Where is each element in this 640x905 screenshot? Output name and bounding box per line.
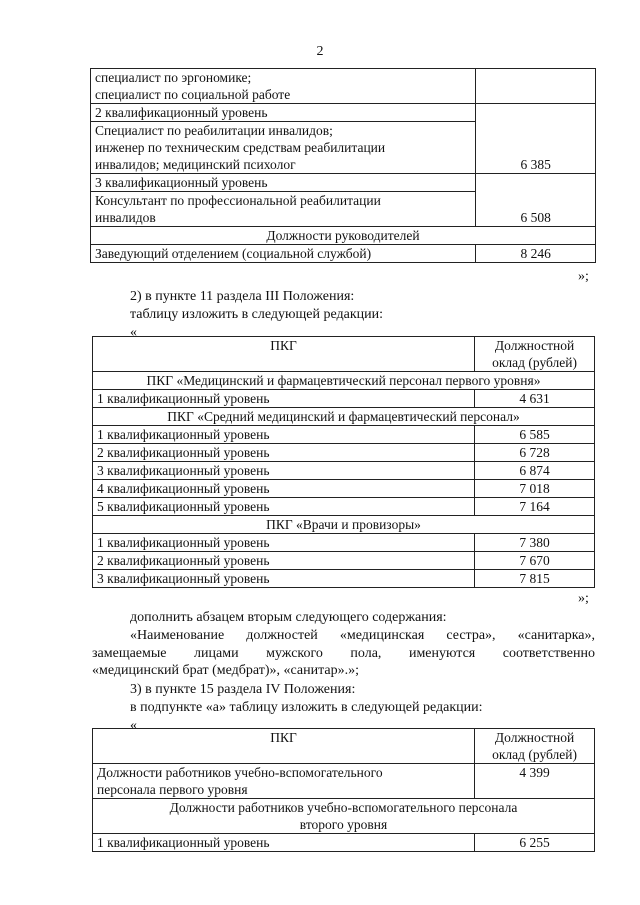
row-value: 7 164 — [475, 498, 595, 516]
cell-line: специалист по эргономике; — [95, 70, 252, 85]
row-label: 2 квалификационный уровень — [93, 552, 475, 570]
row-value: 4 631 — [475, 390, 595, 408]
table-cell: Заведующий отделением (социальной службой) — [91, 245, 476, 263]
header-line: оклад (рублей) — [492, 747, 577, 762]
table-row — [91, 245, 596, 263]
cell-line: Должности работников учебно-вспомогательного — [97, 765, 383, 780]
row-label: 3 квалификационный уровень — [93, 462, 475, 480]
amend-line: «медицинский брат (медбрат)», «санитар».»; — [92, 663, 359, 678]
amend-intro: дополнить абзацем вторым следующего содержания: — [130, 610, 447, 625]
table-educational-staff — [92, 728, 595, 852]
row-label: 1 квалификационный уровень — [93, 834, 475, 852]
row-value: 7 815 — [475, 570, 595, 588]
table-row — [91, 69, 596, 104]
table-medical-staff — [92, 336, 595, 588]
row-label: 1 квалификационный уровень — [93, 390, 475, 408]
amend-paragraph — [92, 627, 595, 680]
table-row — [93, 552, 595, 570]
header-salary — [475, 337, 595, 372]
item-2-line: 2) в пункте 11 раздела III Положения: — [130, 289, 355, 304]
table-cell: 2 квалификационный уровень — [91, 104, 476, 122]
item-2-instruction: таблицу изложить в следующей редакции: — [130, 307, 384, 322]
row-label: 3 квалификационный уровень — [93, 570, 475, 588]
row-value: 6 585 — [475, 426, 595, 444]
cell-line: инженер по техническим средствам реабилитации — [95, 140, 386, 155]
table-header-row — [93, 729, 595, 764]
table-header-row — [93, 337, 595, 372]
table-social-staff — [90, 68, 596, 263]
row-label — [93, 764, 475, 799]
row-label: 1 квалификационный уровень — [93, 534, 475, 552]
table-group-row — [93, 372, 595, 390]
item-3-instruction: в подпункте «а» таблицу изложить в следующей редакции: — [130, 700, 483, 715]
cell-line: инвалидов; медицинский психолог — [95, 157, 296, 172]
table-row — [93, 834, 595, 852]
table-row — [93, 498, 595, 516]
header-salary — [475, 729, 595, 764]
table-group-row — [93, 408, 595, 426]
table-row — [93, 426, 595, 444]
page-number: 2 — [316, 44, 324, 59]
row-label: 2 квалификационный уровень — [93, 444, 475, 462]
table-group-row — [93, 799, 595, 834]
closing-quote: »; — [578, 591, 589, 606]
cell-line: специалист по социальной работе — [95, 87, 291, 102]
table-cell-value: 6 385 — [476, 104, 596, 174]
item-3-line: 3) в пункте 15 раздела IV Положения: — [130, 682, 356, 697]
amend-line: замещаемые лицами мужского пола, именуются соответственно — [92, 645, 595, 661]
table-row — [93, 570, 595, 588]
amend-line: «Наименование должностей «медицинская сестра», «санитарка», — [130, 628, 595, 643]
header-pkg: ПКГ — [93, 729, 475, 764]
header-line: Должностной — [494, 338, 575, 353]
cell-line: персонала первого уровня — [97, 782, 248, 797]
group-line: второго уровня — [299, 817, 388, 832]
opening-quote: « — [130, 718, 137, 733]
row-value: 7 670 — [475, 552, 595, 570]
table-cell — [91, 122, 476, 174]
row-label: 4 квалификационный уровень — [93, 480, 475, 498]
table-row — [93, 462, 595, 480]
header-line: Должностной — [494, 730, 575, 745]
table-cell-value — [476, 69, 596, 104]
opening-quote: « — [130, 325, 137, 340]
group-header — [93, 799, 595, 834]
header-line: оклад (рублей) — [492, 355, 577, 370]
row-value: 7 018 — [475, 480, 595, 498]
closing-quote: »; — [578, 269, 589, 284]
row-value: 6 728 — [475, 444, 595, 462]
row-value: 6 255 — [475, 834, 595, 852]
row-value: 7 380 — [475, 534, 595, 552]
table-cell-value: 6 508 — [476, 174, 596, 227]
header-pkg: ПКГ — [93, 337, 475, 372]
cell-line: Консультант по профессиональной реабилитации — [95, 193, 381, 208]
table-group-row — [93, 516, 595, 534]
table-row — [93, 444, 595, 462]
table-row — [93, 480, 595, 498]
table-cell: 3 квалификационный уровень — [91, 174, 476, 192]
group-header: Должности руководителей — [91, 227, 596, 245]
cell-line: инвалидов — [95, 210, 156, 225]
table-row — [91, 174, 596, 192]
table-row — [93, 764, 595, 799]
row-label: 1 квалификационный уровень — [93, 426, 475, 444]
group-header: ПКГ «Средний медицинский и фармацевтический персонал» — [93, 408, 595, 426]
group-header: ПКГ «Врачи и провизоры» — [93, 516, 595, 534]
table-cell — [91, 192, 476, 227]
row-value: 6 874 — [475, 462, 595, 480]
table-row — [93, 390, 595, 408]
table-row — [93, 534, 595, 552]
table-cell-value: 8 246 — [476, 245, 596, 263]
cell-line: Специалист по реабилитации инвалидов; — [95, 123, 333, 138]
table-row — [91, 104, 596, 122]
group-header: ПКГ «Медицинский и фармацевтический персонал первого уровня» — [93, 372, 595, 390]
table-cell — [91, 69, 476, 104]
row-label: 5 квалификационный уровень — [93, 498, 475, 516]
row-value: 4 399 — [475, 764, 595, 799]
group-line: Должности работников учебно-вспомогательного персонала — [169, 800, 518, 815]
table-group-row — [91, 227, 596, 245]
